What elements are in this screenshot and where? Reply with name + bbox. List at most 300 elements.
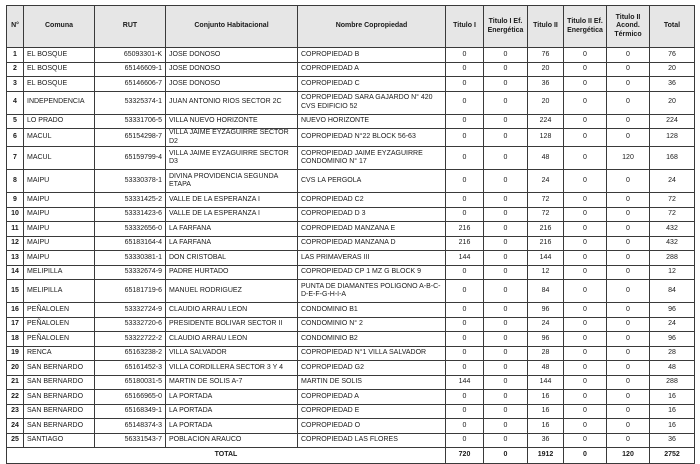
- titulo2-acond-cell: 120: [607, 147, 650, 170]
- header-nombre: Nombre Copropiedad: [298, 6, 446, 48]
- totals-label: TOTAL: [7, 448, 446, 464]
- rut-cell: 53325374-1: [95, 91, 166, 114]
- comuna-cell: PEÑALOLEN: [24, 303, 95, 318]
- titulo1-ef-cell: 0: [484, 91, 528, 114]
- titulo2-ef-cell: 0: [564, 91, 607, 114]
- titulo2-acond-cell: 0: [607, 303, 650, 318]
- comuna-cell: SAN BERNARDO: [24, 390, 95, 405]
- titulo1-cell: 0: [446, 62, 484, 77]
- row-number: 19: [7, 346, 24, 361]
- table-row: [7, 332, 695, 347]
- nombre-cell: COPROPIEDAD G2: [298, 361, 446, 376]
- row-number: 3: [7, 77, 24, 92]
- titulo1-cell: 0: [446, 303, 484, 318]
- titulo1-ef-cell: 0: [484, 236, 528, 251]
- nombre-cell: COPROPIEDAD N°1 VILLA SALVADOR: [298, 346, 446, 361]
- table-row: [7, 236, 695, 251]
- table-row: [7, 361, 695, 376]
- conjunto-cell: LA PORTADA: [166, 404, 298, 419]
- total-titulo2-ef: 0: [564, 448, 607, 464]
- rut-cell: 53332656-0: [95, 222, 166, 237]
- row-number: 15: [7, 280, 24, 303]
- header-titulo1: Titulo I: [446, 6, 484, 48]
- titulo2-acond-cell: 0: [607, 361, 650, 376]
- total-cell: 36: [650, 433, 695, 448]
- titulo1-cell: 0: [446, 147, 484, 170]
- titulo2-ef-cell: 0: [564, 62, 607, 77]
- titulo2-cell: 36: [528, 77, 564, 92]
- rut-cell: 65168349-1: [95, 404, 166, 419]
- header-titulo2-acond: Titulo II Acond. Térmico: [607, 6, 650, 48]
- nombre-cell: COPROPIEDAD D 3: [298, 207, 446, 222]
- total-cell: 72: [650, 193, 695, 208]
- titulo2-acond-cell: 0: [607, 265, 650, 280]
- titulo1-ef-cell: 0: [484, 48, 528, 63]
- titulo2-cell: 76: [528, 48, 564, 63]
- table-row: [7, 433, 695, 448]
- titulo2-ef-cell: 0: [564, 207, 607, 222]
- total-cell: 288: [650, 251, 695, 266]
- comuna-cell: MAIPU: [24, 222, 95, 237]
- titulo2-cell: 216: [528, 222, 564, 237]
- table-row: [7, 62, 695, 77]
- nombre-cell: COPROPIEDAD C2: [298, 193, 446, 208]
- titulo2-cell: 48: [528, 147, 564, 170]
- nombre-cell: PUNTA DE DIAMANTES POLIGONO A-B-C-D-E-F-G-H-I-A: [298, 280, 446, 303]
- comuna-cell: MAIPU: [24, 236, 95, 251]
- row-number: 17: [7, 317, 24, 332]
- rut-cell: 53332720-6: [95, 317, 166, 332]
- table-row: [7, 303, 695, 318]
- comuna-cell: MACUL: [24, 147, 95, 170]
- rut-cell: 53332674-9: [95, 265, 166, 280]
- titulo1-ef-cell: 0: [484, 265, 528, 280]
- header-comuna: Comuna: [24, 6, 95, 48]
- titulo2-cell: 72: [528, 193, 564, 208]
- rut-cell: 65093301-K: [95, 48, 166, 63]
- conjunto-cell: JOSE DONOSO: [166, 62, 298, 77]
- comuna-cell: MAIPU: [24, 193, 95, 208]
- rut-cell: 65159799-4: [95, 147, 166, 170]
- total-cell: 36: [650, 77, 695, 92]
- titulo2-acond-cell: 0: [607, 404, 650, 419]
- rut-cell: 65146609-1: [95, 62, 166, 77]
- nombre-cell: COPROPIEDAD LAS FLORES: [298, 433, 446, 448]
- table-header: [7, 6, 695, 48]
- titulo2-acond-cell: 0: [607, 129, 650, 147]
- total-cell: 432: [650, 222, 695, 237]
- titulo1-ef-cell: 0: [484, 332, 528, 347]
- conjunto-cell: VALLE DE LA ESPERANZA I: [166, 207, 298, 222]
- comuna-cell: EL BOSQUE: [24, 48, 95, 63]
- total-cell: 96: [650, 303, 695, 318]
- table-row: [7, 222, 695, 237]
- nombre-cell: COPROPIEDAD C: [298, 77, 446, 92]
- conjunto-cell: POBLACION ARAUCO: [166, 433, 298, 448]
- titulo2-cell: 16: [528, 390, 564, 405]
- comuna-cell: PEÑALOLEN: [24, 317, 95, 332]
- titulo2-ef-cell: 0: [564, 114, 607, 129]
- conjunto-cell: VILLA NUEVO HORIZONTE: [166, 114, 298, 129]
- comuna-cell: SAN BERNARDO: [24, 361, 95, 376]
- total-cell: 16: [650, 404, 695, 419]
- total-cell: 168: [650, 147, 695, 170]
- total-cell: 84: [650, 280, 695, 303]
- nombre-cell: COPROPIEDAD A: [298, 390, 446, 405]
- table-row: [7, 265, 695, 280]
- row-number: 2: [7, 62, 24, 77]
- titulo2-ef-cell: 0: [564, 419, 607, 434]
- rut-cell: 56331543-7: [95, 433, 166, 448]
- titulo1-cell: 216: [446, 222, 484, 237]
- titulo1-ef-cell: 0: [484, 317, 528, 332]
- rut-cell: 65166965-0: [95, 390, 166, 405]
- titulo2-ef-cell: 0: [564, 222, 607, 237]
- table-row: [7, 251, 695, 266]
- titulo2-cell: 48: [528, 361, 564, 376]
- table-row: [7, 48, 695, 63]
- nombre-cell: COPROPIEDAD B: [298, 48, 446, 63]
- comuna-cell: MAIPU: [24, 251, 95, 266]
- table-row: [7, 404, 695, 419]
- header-row: [7, 6, 695, 48]
- titulo1-cell: 0: [446, 77, 484, 92]
- titulo1-ef-cell: 0: [484, 280, 528, 303]
- total-titulo2-acond: 120: [607, 448, 650, 464]
- table-row: [7, 193, 695, 208]
- conjunto-cell: LA PORTADA: [166, 419, 298, 434]
- titulo2-ef-cell: 0: [564, 265, 607, 280]
- titulo2-ef-cell: 0: [564, 251, 607, 266]
- copropiedades-table-container: [6, 5, 694, 464]
- rut-cell: 53331423-6: [95, 207, 166, 222]
- row-number: 8: [7, 170, 24, 193]
- titulo2-cell: 216: [528, 236, 564, 251]
- titulo1-cell: 0: [446, 91, 484, 114]
- titulo2-acond-cell: 0: [607, 91, 650, 114]
- titulo2-cell: 144: [528, 251, 564, 266]
- row-number: 7: [7, 147, 24, 170]
- titulo1-ef-cell: 0: [484, 375, 528, 390]
- titulo1-cell: 0: [446, 390, 484, 405]
- header-titulo2: Titulo II: [528, 6, 564, 48]
- comuna-cell: MACUL: [24, 129, 95, 147]
- titulo1-cell: 0: [446, 193, 484, 208]
- titulo2-acond-cell: 0: [607, 251, 650, 266]
- row-number: 13: [7, 251, 24, 266]
- titulo1-cell: 0: [446, 419, 484, 434]
- conjunto-cell: PADRE HURTADO: [166, 265, 298, 280]
- titulo1-ef-cell: 0: [484, 170, 528, 193]
- titulo2-cell: 20: [528, 62, 564, 77]
- rut-cell: 65181719-6: [95, 280, 166, 303]
- titulo1-cell: 0: [446, 404, 484, 419]
- header-titulo1-ef: Titulo I Ef. Energética: [484, 6, 528, 48]
- titulo1-ef-cell: 0: [484, 222, 528, 237]
- conjunto-cell: VILLA CORDILLERA SECTOR 3 Y 4: [166, 361, 298, 376]
- titulo1-ef-cell: 0: [484, 346, 528, 361]
- titulo2-acond-cell: 0: [607, 317, 650, 332]
- titulo2-ef-cell: 0: [564, 147, 607, 170]
- row-number: 21: [7, 375, 24, 390]
- conjunto-cell: JOSE DONOSO: [166, 77, 298, 92]
- rut-cell: 65146606-7: [95, 77, 166, 92]
- comuna-cell: SAN BERNARDO: [24, 419, 95, 434]
- rut-cell: 53331706-5: [95, 114, 166, 129]
- rut-cell: 65180031-5: [95, 375, 166, 390]
- row-number: 4: [7, 91, 24, 114]
- titulo2-cell: 144: [528, 375, 564, 390]
- titulo2-ef-cell: 0: [564, 433, 607, 448]
- titulo2-ef-cell: 0: [564, 129, 607, 147]
- nombre-cell: COPROPIEDAD N°22 BLOCK 56-63: [298, 129, 446, 147]
- titulo1-cell: 144: [446, 251, 484, 266]
- nombre-cell: CVS LA PERGOLA: [298, 170, 446, 193]
- conjunto-cell: LA FARFANA: [166, 222, 298, 237]
- header-total: Total: [650, 6, 695, 48]
- total-grand: 2752: [650, 448, 695, 464]
- comuna-cell: MAIPU: [24, 170, 95, 193]
- conjunto-cell: JOSE DONOSO: [166, 48, 298, 63]
- row-number: 14: [7, 265, 24, 280]
- table-row: [7, 114, 695, 129]
- comuna-cell: INDEPENDENCIA: [24, 91, 95, 114]
- comuna-cell: MELIPILLA: [24, 280, 95, 303]
- total-cell: 48: [650, 361, 695, 376]
- row-number: 11: [7, 222, 24, 237]
- row-number: 16: [7, 303, 24, 318]
- header-rut: RUT: [95, 6, 166, 48]
- comuna-cell: SAN BERNARDO: [24, 404, 95, 419]
- comuna-cell: PEÑALOLEN: [24, 332, 95, 347]
- titulo2-acond-cell: 0: [607, 114, 650, 129]
- titulo1-cell: 0: [446, 114, 484, 129]
- nombre-cell: CONDOMINIO N° 2: [298, 317, 446, 332]
- titulo1-cell: 0: [446, 332, 484, 347]
- titulo1-ef-cell: 0: [484, 147, 528, 170]
- titulo1-ef-cell: 0: [484, 207, 528, 222]
- titulo1-cell: 0: [446, 265, 484, 280]
- nombre-cell: LAS PRIMAVERAS III: [298, 251, 446, 266]
- totals-row: [7, 448, 695, 464]
- titulo2-acond-cell: 0: [607, 62, 650, 77]
- titulo2-cell: 12: [528, 265, 564, 280]
- titulo2-acond-cell: 0: [607, 390, 650, 405]
- titulo1-ef-cell: 0: [484, 361, 528, 376]
- copropiedades-table: [6, 5, 695, 464]
- titulo1-ef-cell: 0: [484, 62, 528, 77]
- total-titulo1-ef: 0: [484, 448, 528, 464]
- titulo1-ef-cell: 0: [484, 433, 528, 448]
- table-body: [7, 48, 695, 448]
- titulo2-ef-cell: 0: [564, 346, 607, 361]
- titulo1-cell: 0: [446, 361, 484, 376]
- row-number: 9: [7, 193, 24, 208]
- comuna-cell: EL BOSQUE: [24, 62, 95, 77]
- titulo2-ef-cell: 0: [564, 375, 607, 390]
- titulo1-ef-cell: 0: [484, 303, 528, 318]
- titulo1-cell: 0: [446, 48, 484, 63]
- total-cell: 12: [650, 265, 695, 280]
- comuna-cell: MELIPILLA: [24, 265, 95, 280]
- titulo2-ef-cell: 0: [564, 77, 607, 92]
- total-cell: 128: [650, 129, 695, 147]
- titulo1-cell: 0: [446, 433, 484, 448]
- titulo1-cell: 216: [446, 236, 484, 251]
- rut-cell: 53332724-9: [95, 303, 166, 318]
- titulo2-acond-cell: 0: [607, 375, 650, 390]
- rut-cell: 53331425-2: [95, 193, 166, 208]
- total-cell: 96: [650, 332, 695, 347]
- nombre-cell: COPROPIEDAD O: [298, 419, 446, 434]
- total-cell: 288: [650, 375, 695, 390]
- total-cell: 16: [650, 390, 695, 405]
- titulo2-acond-cell: 0: [607, 222, 650, 237]
- titulo2-acond-cell: 0: [607, 48, 650, 63]
- titulo1-ef-cell: 0: [484, 77, 528, 92]
- table-row: [7, 346, 695, 361]
- titulo2-acond-cell: 0: [607, 419, 650, 434]
- titulo1-ef-cell: 0: [484, 390, 528, 405]
- rut-cell: 65154298-7: [95, 129, 166, 147]
- header-titulo2-ef: Titulo II Ef. Energética: [564, 6, 607, 48]
- titulo2-acond-cell: 0: [607, 77, 650, 92]
- titulo2-cell: 16: [528, 419, 564, 434]
- total-cell: 76: [650, 48, 695, 63]
- titulo2-cell: 224: [528, 114, 564, 129]
- comuna-cell: SAN BERNARDO: [24, 375, 95, 390]
- titulo2-acond-cell: 0: [607, 207, 650, 222]
- titulo2-cell: 96: [528, 303, 564, 318]
- nombre-cell: COPROPIEDAD SARA GAJARDO N° 420 CVS EDIFICIO 52: [298, 91, 446, 114]
- titulo1-cell: 0: [446, 207, 484, 222]
- total-titulo2: 1912: [528, 448, 564, 464]
- titulo2-ef-cell: 0: [564, 193, 607, 208]
- table-row: [7, 375, 695, 390]
- nombre-cell: COPROPIEDAD MANZANA D: [298, 236, 446, 251]
- comuna-cell: EL BOSQUE: [24, 77, 95, 92]
- titulo2-acond-cell: 0: [607, 193, 650, 208]
- titulo1-ef-cell: 0: [484, 404, 528, 419]
- total-cell: 28: [650, 346, 695, 361]
- header-conjunto: Conjunto Habitacional: [166, 6, 298, 48]
- titulo2-cell: 24: [528, 317, 564, 332]
- table-footer: [7, 448, 695, 464]
- row-number: 5: [7, 114, 24, 129]
- rut-cell: 65183164-4: [95, 236, 166, 251]
- nombre-cell: CONDOMINIO B2: [298, 332, 446, 347]
- row-number: 12: [7, 236, 24, 251]
- titulo2-cell: 36: [528, 433, 564, 448]
- titulo2-cell: 28: [528, 346, 564, 361]
- table-row: [7, 91, 695, 114]
- titulo2-ef-cell: 0: [564, 361, 607, 376]
- rut-cell: 65163238-2: [95, 346, 166, 361]
- row-number: 10: [7, 207, 24, 222]
- conjunto-cell: DIVINA PROVIDENCIA SEGUNDA ETAPA: [166, 170, 298, 193]
- titulo2-cell: 128: [528, 129, 564, 147]
- conjunto-cell: VILLA SALVADOR: [166, 346, 298, 361]
- nombre-cell: CONDOMINIO B1: [298, 303, 446, 318]
- rut-cell: 53330381-1: [95, 251, 166, 266]
- titulo2-acond-cell: 0: [607, 280, 650, 303]
- titulo2-ef-cell: 0: [564, 236, 607, 251]
- nombre-cell: NUEVO HORIZONTE: [298, 114, 446, 129]
- titulo2-acond-cell: 0: [607, 346, 650, 361]
- total-cell: 16: [650, 419, 695, 434]
- titulo2-cell: 20: [528, 91, 564, 114]
- row-number: 24: [7, 419, 24, 434]
- total-cell: 72: [650, 207, 695, 222]
- titulo1-cell: 0: [446, 170, 484, 193]
- table-row: [7, 129, 695, 147]
- table-row: [7, 390, 695, 405]
- comuna-cell: RENCA: [24, 346, 95, 361]
- nombre-cell: MARTIN DE SOLIS: [298, 375, 446, 390]
- total-cell: 24: [650, 317, 695, 332]
- table-row: [7, 317, 695, 332]
- total-cell: 24: [650, 170, 695, 193]
- nombre-cell: COPROPIEDAD MANZANA E: [298, 222, 446, 237]
- rut-cell: 53330378-1: [95, 170, 166, 193]
- titulo1-cell: 0: [446, 346, 484, 361]
- titulo2-ef-cell: 0: [564, 303, 607, 318]
- conjunto-cell: LA PORTADA: [166, 390, 298, 405]
- titulo1-ef-cell: 0: [484, 129, 528, 147]
- table-row: [7, 280, 695, 303]
- titulo2-ef-cell: 0: [564, 170, 607, 193]
- titulo2-ef-cell: 0: [564, 280, 607, 303]
- total-cell: 20: [650, 91, 695, 114]
- table-row: [7, 207, 695, 222]
- row-number: 25: [7, 433, 24, 448]
- titulo2-acond-cell: 0: [607, 170, 650, 193]
- titulo2-cell: 72: [528, 207, 564, 222]
- conjunto-cell: LA FARFANA: [166, 236, 298, 251]
- titulo2-acond-cell: 0: [607, 332, 650, 347]
- rut-cell: 65148374-3: [95, 419, 166, 434]
- titulo2-cell: 96: [528, 332, 564, 347]
- row-number: 6: [7, 129, 24, 147]
- titulo1-ef-cell: 0: [484, 251, 528, 266]
- titulo1-cell: 0: [446, 317, 484, 332]
- titulo1-cell: 0: [446, 280, 484, 303]
- conjunto-cell: VILLA JAIME EYZAGUIRRE SECTOR D2: [166, 129, 298, 147]
- titulo2-ef-cell: 0: [564, 48, 607, 63]
- titulo2-acond-cell: 0: [607, 433, 650, 448]
- titulo2-ef-cell: 0: [564, 317, 607, 332]
- row-number: 18: [7, 332, 24, 347]
- nombre-cell: COPROPIEDAD A: [298, 62, 446, 77]
- conjunto-cell: DON CRISTOBAL: [166, 251, 298, 266]
- comuna-cell: LO PRADO: [24, 114, 95, 129]
- conjunto-cell: VILLA JAIME EYZAGUIRRE SECTOR D3: [166, 147, 298, 170]
- row-number: 20: [7, 361, 24, 376]
- conjunto-cell: MANUEL RODRIGUEZ: [166, 280, 298, 303]
- conjunto-cell: JUAN ANTONIO RIOS SECTOR 2C: [166, 91, 298, 114]
- conjunto-cell: CLAUDIO ARRAU LEON: [166, 303, 298, 318]
- titulo1-ef-cell: 0: [484, 193, 528, 208]
- conjunto-cell: PRESIDENTE BOLIVAR SECTOR II: [166, 317, 298, 332]
- comuna-cell: MAIPU: [24, 207, 95, 222]
- titulo2-ef-cell: 0: [564, 332, 607, 347]
- conjunto-cell: CLAUDIO ARRAU LEON: [166, 332, 298, 347]
- titulo1-cell: 144: [446, 375, 484, 390]
- titulo2-cell: 24: [528, 170, 564, 193]
- conjunto-cell: MARTIN DE SOLIS A-7: [166, 375, 298, 390]
- comuna-cell: SANTIAGO: [24, 433, 95, 448]
- row-number: 1: [7, 48, 24, 63]
